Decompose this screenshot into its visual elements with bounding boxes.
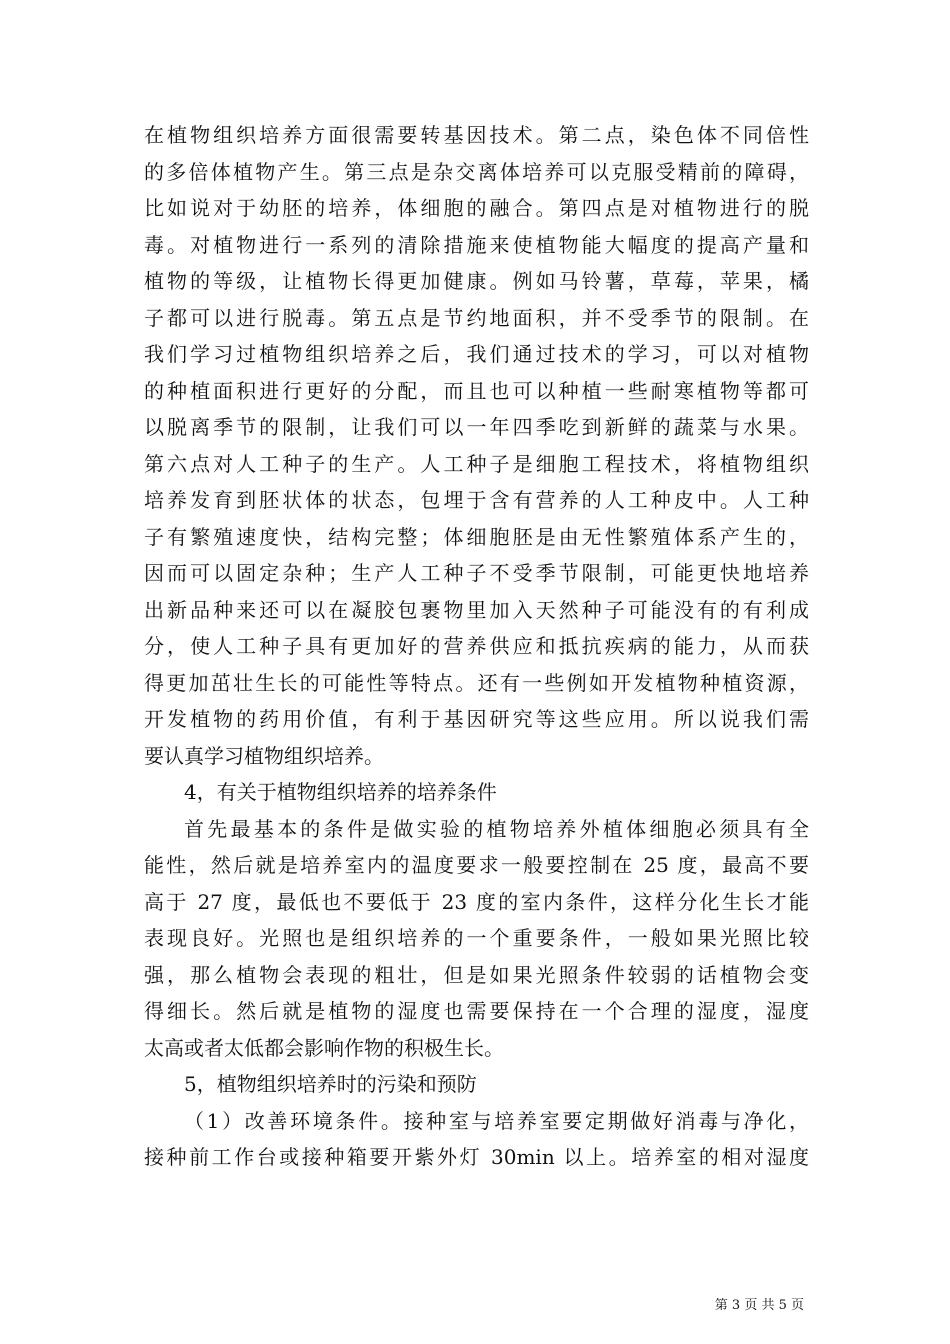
text-line: 在植物组织培养方面很需要转基因技术。第二点，染色体不同倍性 xyxy=(144,123,809,147)
text-line: 强，那么植物会表现的粗壮，但是如果光照条件较弱的话植物会变 xyxy=(144,962,809,987)
text-line: 得细长。然后就是植物的湿度也需要保持在一个合理的湿度，湿度 xyxy=(144,999,809,1023)
text-line: 出新品种来还可以在凝胶包裹物里加入天然种子可能没有的有利成 xyxy=(144,597,809,622)
text-line: 毒。对植物进行一系列的清除措施来使植物能大幅度的提高产量和 xyxy=(144,232,809,257)
text-line: 太高或者太低都会影响作物的积极生长。 xyxy=(144,1035,504,1060)
text-line: 表现良好。光照也是组织培养的一个重要条件，一般如果光照比较 xyxy=(144,926,809,950)
text-line: 高于 27 度，最低也不要低于 23 度的室内条件，这样分化生长才能 xyxy=(144,889,809,914)
section-heading: 4，有关于植物组织培养的培养条件 xyxy=(184,780,497,804)
text-line: 的多倍体植物产生。第三点是杂交离体培养可以克服受精前的障碍， xyxy=(144,159,809,184)
text-line: 接种前工作台或接种箱要开紫外灯 30min 以上。培养室的相对湿度 xyxy=(144,1145,809,1169)
section-heading: 5，植物组织培养时的污染和预防 xyxy=(184,1072,477,1096)
paragraph-first-line: （1）改善环境条件。接种室与培养室要定期做好消毒与净化， xyxy=(184,1108,809,1133)
text-line: 分，使人工种子具有更加好的营养供应和抵抗疾病的能力，从而获 xyxy=(144,634,809,658)
text-line: 培养发育到胚状体的状态，包埋于含有营养的人工种皮中。人工种 xyxy=(144,488,809,512)
text-line: 开发植物的药用价值，有利于基因研究等这些应用。所以说我们需 xyxy=(144,707,809,731)
text-line: 的种植面积进行更好的分配，而且也可以种植一些耐寒植物等都可 xyxy=(144,378,809,403)
text-line: 因而可以固定杂种；生产人工种子不受季节限制，可能更快地培养 xyxy=(144,561,809,585)
text-line: 子有繁殖速度快，结构完整；体细胞胚是由无性繁殖体系产生的， xyxy=(144,524,809,549)
text-line: 能性，然后就是培养室内的温度要求一般要控制在 25 度，最高不要 xyxy=(144,853,809,877)
paragraph-first-line: 首先最基本的条件是做实验的植物培养外植体细胞必须具有全 xyxy=(184,816,809,841)
text-line: 子都可以进行脱毒。第五点是节约地面积，并不受季节的限制。在 xyxy=(144,305,809,330)
text-line: 我们学习过植物组织培养之后，我们通过技术的学习，可以对植物 xyxy=(144,342,809,366)
text-line: 比如说对于幼胚的培养，体细胞的融合。第四点是对植物进行的脱 xyxy=(144,196,809,220)
page-number-footer: 第 3 页 共 5 页 xyxy=(714,1298,804,1313)
text-line: 植物的等级，让植物长得更加健康。例如马铃薯，草莓，苹果，橘 xyxy=(144,269,809,293)
text-line: 得更加茁壮生长的可能性等特点。还有一些例如开发植物种植资源， xyxy=(144,670,809,695)
text-line: 要认真学习植物组织培养。 xyxy=(144,743,384,768)
text-line: 第六点对人工种子的生产。人工种子是细胞工程技术，将植物组织 xyxy=(144,451,809,476)
body-text xyxy=(144,117,809,1176)
text-line: 以脱离季节的限制，让我们可以一年四季吃到新鲜的蔬菜与水果。 xyxy=(144,415,809,439)
